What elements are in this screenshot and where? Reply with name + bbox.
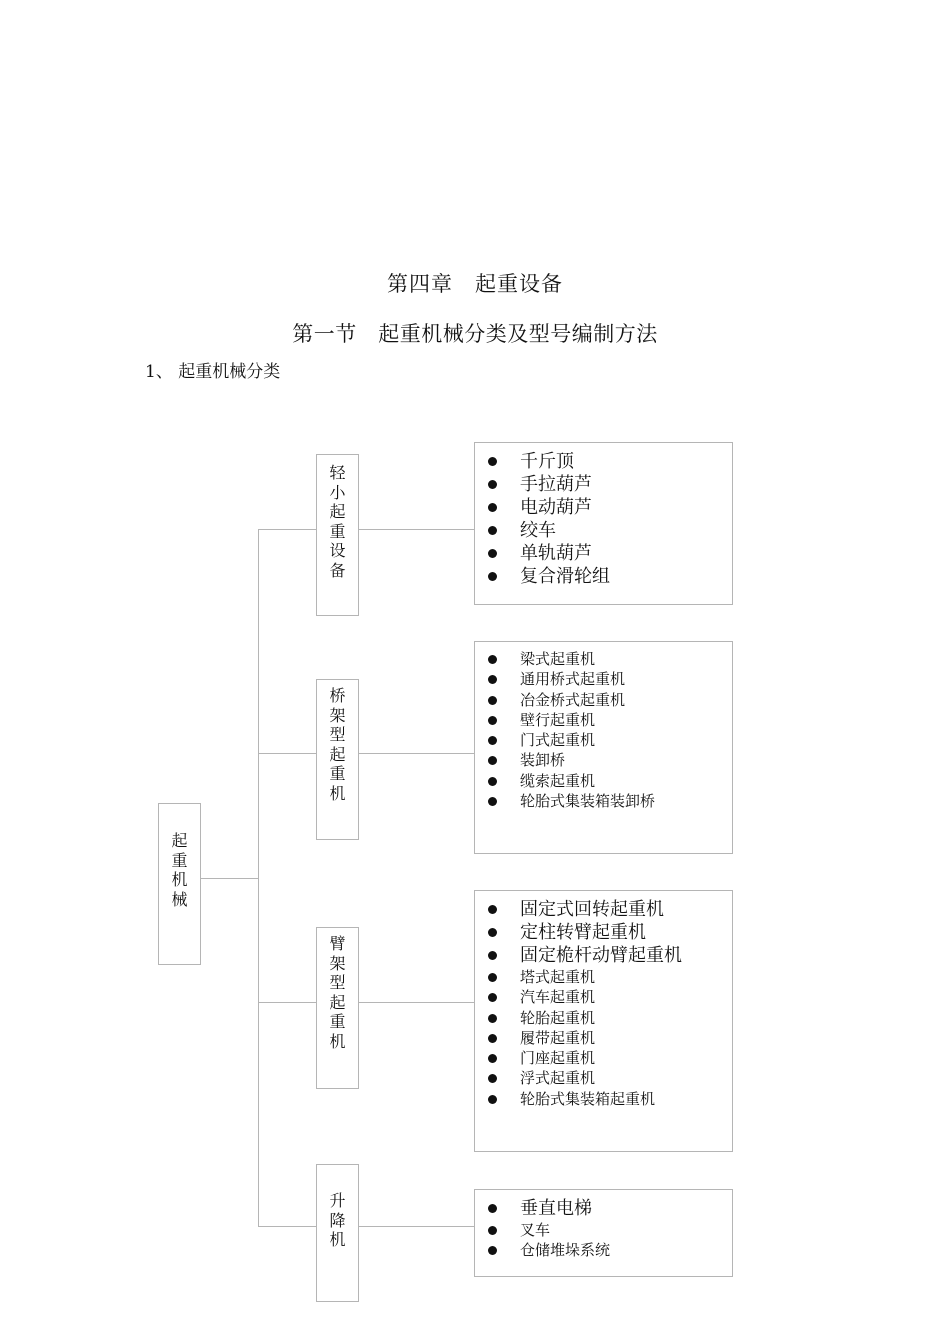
connector-list-1	[358, 529, 475, 530]
list-box-elevator	[474, 1189, 733, 1277]
list-item	[475, 967, 732, 987]
list-item	[475, 519, 732, 542]
bullet-icon	[488, 655, 497, 664]
list-item-text: 手拉葫芦	[520, 474, 592, 495]
list-item-text: 复合滑轮组	[520, 566, 610, 587]
list-box-light-lifting	[474, 442, 733, 605]
list-item	[475, 771, 732, 791]
list-item	[475, 710, 732, 730]
list-item-text: 轮胎起重机	[520, 1008, 596, 1027]
connector-trunk	[258, 529, 259, 1227]
bullet-icon	[488, 1054, 497, 1063]
list-item-text: 通用桥式起重机	[520, 670, 626, 689]
bullet-icon	[488, 572, 497, 581]
list-item-text: 定柱转臂起重机	[520, 922, 646, 943]
bullet-icon	[488, 928, 497, 937]
box-label: 桥 架 型 起 重 机	[329, 686, 346, 803]
box-label: 轻 小 起 重 设 备	[329, 463, 346, 580]
bullet-icon	[488, 526, 497, 535]
list-item	[475, 473, 732, 496]
list-item-text: 装卸桥	[520, 751, 566, 770]
list-item-text: 冶金桥式起重机	[520, 690, 626, 709]
bullet-icon	[488, 1204, 497, 1213]
bullet-icon	[488, 756, 497, 765]
list-item-text: 汽车起重机	[520, 988, 596, 1007]
list-item-text: 门式起重机	[520, 731, 596, 750]
bullet-icon	[488, 973, 497, 982]
list-item-text: 浮式起重机	[520, 1069, 596, 1088]
bullet-icon	[488, 675, 497, 684]
list-item-text: 绞车	[520, 520, 556, 541]
box-label: 起 重 机 械	[171, 831, 188, 909]
list-item	[475, 542, 732, 565]
list-item	[475, 1048, 732, 1068]
connector-branch-3	[258, 1002, 317, 1003]
list-item-text: 仓储堆垛系统	[520, 1241, 611, 1260]
list-item-text: 塔式起重机	[520, 968, 596, 986]
section-title: 第一节 起重机械分类及型号编制方法	[292, 322, 658, 346]
bullet-icon	[488, 503, 497, 512]
list-item	[475, 1240, 732, 1260]
bullet-icon	[488, 797, 497, 806]
connector-list-3	[358, 1002, 475, 1003]
list-item	[475, 450, 732, 473]
category-box-jib-crane	[316, 927, 359, 1089]
list-item	[475, 987, 732, 1007]
subheading: 1、 起重机械分类	[145, 362, 281, 382]
bullet-icon	[488, 480, 497, 489]
bullet-icon	[488, 1095, 497, 1104]
list-item	[475, 649, 732, 669]
list-item-text: 单轨葫芦	[520, 543, 592, 564]
list-item-text: 千斤顶	[520, 451, 574, 472]
bullet-icon	[488, 716, 497, 725]
bullet-icon	[488, 993, 497, 1002]
list-item-text: 履带起重机	[520, 1028, 596, 1047]
list-item-text: 电动葫芦	[520, 497, 592, 518]
list-item-text: 轮胎式集装箱起重机	[520, 1089, 656, 1108]
bullet-icon	[488, 1226, 497, 1235]
chapter-title: 第四章 起重设备	[387, 272, 563, 296]
list-item	[475, 1197, 732, 1220]
bullet-icon	[488, 1014, 497, 1023]
bullet-icon	[488, 457, 497, 466]
list-item	[475, 1028, 732, 1048]
list-item-text: 缆索起重机	[520, 771, 596, 790]
connector-branch-2	[258, 753, 317, 754]
connector-list-2	[358, 753, 475, 754]
bullet-icon	[488, 905, 497, 914]
category-box-elevator	[316, 1164, 359, 1302]
bullet-icon	[488, 1246, 497, 1255]
list-item	[475, 690, 732, 710]
connector-root	[201, 878, 259, 879]
list-item	[475, 944, 732, 967]
list-item	[475, 1220, 732, 1240]
list-item-text: 叉车	[520, 1221, 551, 1239]
bullet-icon	[488, 777, 497, 786]
bullet-icon	[488, 1034, 497, 1043]
bullet-icon	[488, 951, 497, 960]
list-item	[475, 565, 732, 588]
list-item	[475, 1008, 732, 1028]
list-item-text: 固定桅杆动臂起重机	[520, 945, 682, 966]
bullet-icon	[488, 736, 497, 745]
list-item	[475, 1068, 732, 1088]
category-box-light-lifting	[316, 454, 359, 616]
list-item	[475, 791, 732, 811]
root-box	[158, 803, 201, 965]
list-item	[475, 730, 732, 750]
list-box-jib-crane	[474, 890, 733, 1152]
list-item	[475, 1089, 732, 1109]
list-item-text: 门座起重机	[520, 1049, 596, 1068]
box-label: 臂 架 型 起 重 机	[329, 934, 346, 1051]
bullet-icon	[488, 696, 497, 705]
list-item	[475, 669, 732, 689]
list-item-text: 固定式回转起重机	[520, 899, 664, 920]
connector-branch-1	[258, 529, 317, 530]
connector-branch-4	[258, 1226, 317, 1227]
list-item	[475, 750, 732, 770]
category-box-bridge-crane	[316, 679, 359, 840]
connector-list-4	[358, 1226, 475, 1227]
bullet-icon	[488, 549, 497, 558]
list-item-text: 梁式起重机	[520, 650, 596, 668]
list-item-text: 壁行起重机	[520, 710, 596, 729]
list-item-text: 垂直电梯	[520, 1198, 592, 1219]
bullet-icon	[488, 1074, 497, 1083]
list-item	[475, 496, 732, 519]
list-item-text: 轮胎式集装箱装卸桥	[520, 792, 656, 811]
list-item	[475, 898, 732, 921]
list-box-bridge-crane	[474, 641, 733, 854]
box-label: 升 降 机	[329, 1191, 346, 1249]
list-item	[475, 921, 732, 944]
